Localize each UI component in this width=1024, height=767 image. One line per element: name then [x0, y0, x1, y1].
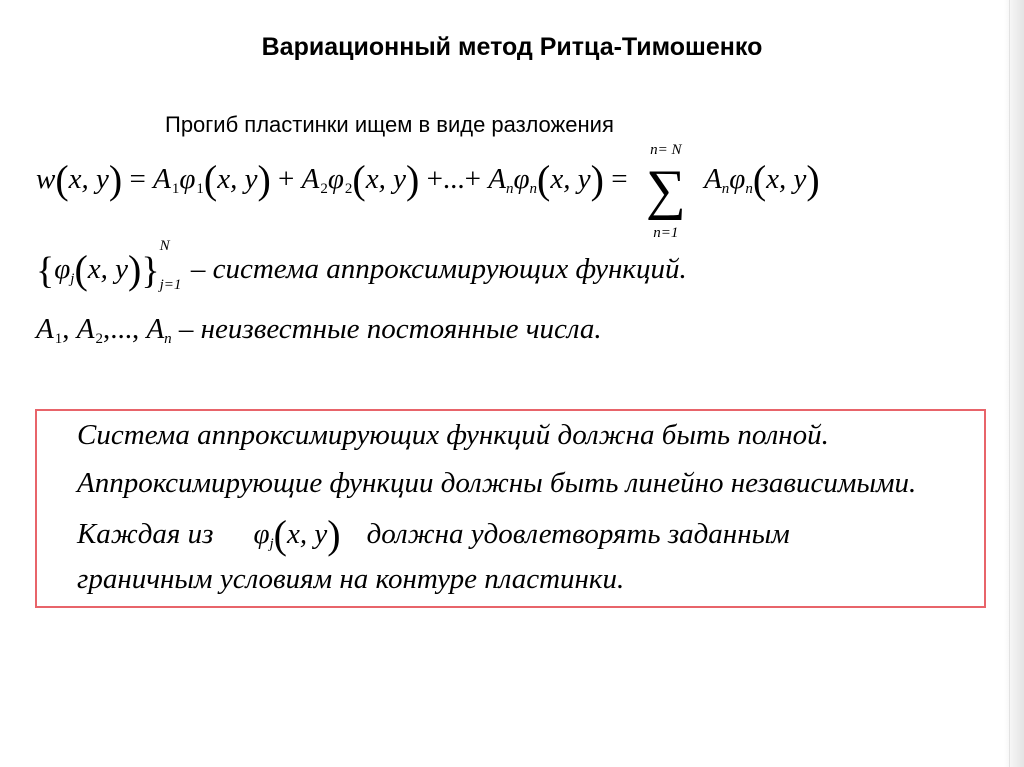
requirement-independent: Аппроксимирующие функции должны быть линейно независимыми.: [77, 467, 917, 499]
constants-line: $A_1$, $A_2$,..., An – неизвестные постоянные числа.: [36, 313, 602, 347]
requirement-complete: Система аппроксимирующих функций должна быть полной.: [77, 419, 829, 451]
phi-j: φ: [54, 253, 71, 285]
slide-title: Вариационный метод Ритца-Тимошенко: [261, 33, 763, 61]
approx-system-line: {φj(x, y)} N j=1 – система аппроксимирующих функций.: [36, 238, 687, 293]
requirements-box: [35, 409, 986, 608]
formula-args: x, y: [68, 163, 109, 195]
page-fold-shadow: [1004, 0, 1024, 767]
approx-system-text: – система аппроксимирующих функций.: [190, 253, 687, 285]
constants-text: – неизвестные постоянные числа.: [178, 313, 602, 345]
slide-subtitle: Прогиб пластинки ищем в виде разложения: [165, 112, 614, 137]
formula-a1: A: [153, 163, 171, 195]
requirement-boundary-cont: граничным условиям на контуре пластинки.: [77, 563, 625, 595]
phi-j-inline: φj(x, y): [253, 512, 341, 557]
formula-an: A: [488, 163, 506, 195]
formula-w: w: [36, 163, 56, 195]
formula-equals: =: [129, 163, 146, 195]
requirement-boundary: Каждая из φj(x, y) должна удовлетворять заданным: [77, 512, 790, 557]
expansion-formula: w(x, $y) = A_1\varphi_1(x$, $y) + A_2\varphi_2(x$, y) +...+ Anφn(x, y) = n= N ∑ n=1 Anφn(x, y): [36, 142, 820, 241]
page-fold-edge: [1009, 0, 1010, 767]
system-limits: N j=1: [159, 238, 182, 293]
formula-a2: A: [301, 163, 320, 195]
sum-symbol: n= N ∑ n=1: [645, 142, 686, 241]
